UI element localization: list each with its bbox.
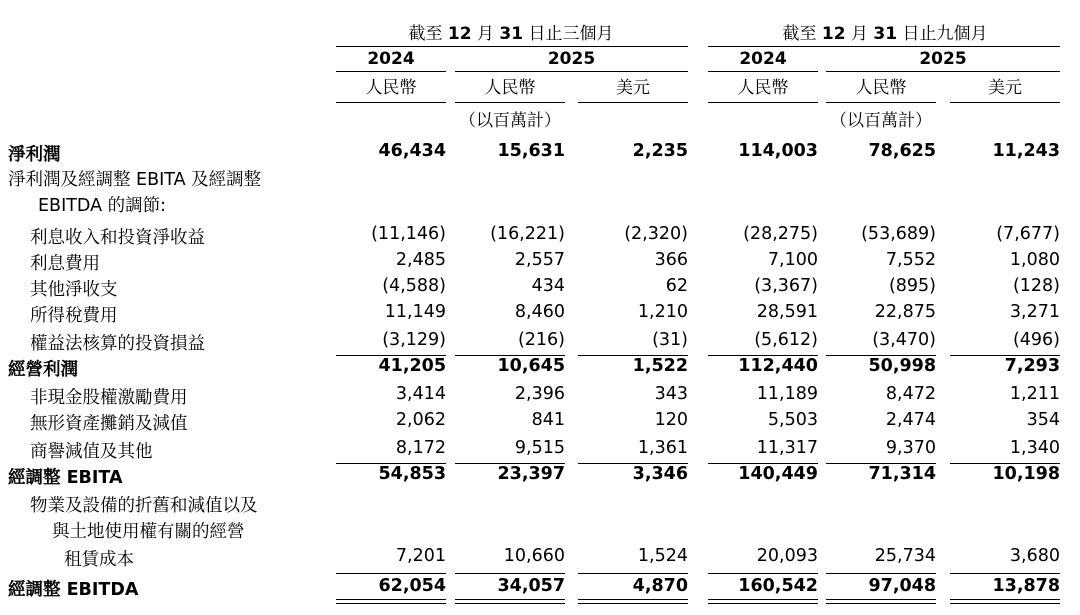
row-value: (53,689)	[861, 224, 936, 244]
row-value: 62,054	[378, 576, 446, 596]
table-row	[0, 300, 1080, 324]
year-2025-3m: 2025	[547, 49, 596, 69]
row-value: 354	[1026, 410, 1060, 430]
currency-label: 美元	[616, 78, 650, 98]
row-value: 22,875	[874, 302, 936, 322]
subtotal-rule	[455, 463, 565, 464]
table-row	[0, 462, 1080, 486]
row-label: EBITDA 的調節:	[38, 196, 167, 216]
subtotal-rule	[578, 355, 688, 356]
header-three-months: 截至 12 月 31 日止三個月	[408, 24, 614, 44]
currency-rule	[455, 102, 565, 103]
row-label: 商譽減值及其他	[30, 442, 153, 462]
row-value: 7,100	[767, 250, 818, 270]
currency-rule	[950, 102, 1060, 103]
row-value: 7,201	[395, 546, 446, 566]
table-row	[0, 408, 1080, 432]
year-rule	[336, 71, 446, 72]
row-value: 78,625	[868, 141, 936, 161]
row-value: 7,552	[885, 250, 936, 270]
row-value: 15,631	[497, 141, 565, 161]
row-value: 46,434	[378, 141, 446, 161]
row-value: 97,048	[868, 576, 936, 596]
row-value: (4,588)	[382, 276, 446, 296]
table-row	[0, 544, 1080, 568]
row-value: 3,346	[632, 464, 688, 484]
row-label: 經調整 EBITA	[8, 468, 123, 488]
year-rule	[708, 71, 818, 72]
row-label: 利息費用	[30, 254, 100, 274]
row-value: (216)	[517, 330, 565, 350]
subtotal-rule	[336, 463, 446, 464]
row-value: (5,612)	[754, 330, 818, 350]
row-value: 11,317	[756, 438, 818, 458]
total-double-rule	[950, 599, 1060, 604]
total-double-rule	[455, 599, 565, 604]
row-value: 34,057	[497, 576, 565, 596]
row-value: 2,235	[632, 141, 688, 161]
row-value: 41,205	[378, 356, 446, 376]
row-value: (11,146)	[371, 224, 446, 244]
total-double-rule	[708, 599, 818, 604]
row-value: 1,522	[632, 356, 688, 376]
header-rule	[708, 46, 1060, 47]
table-row	[0, 222, 1080, 246]
row-value: 4,870	[632, 576, 688, 596]
row-value: 20,093	[756, 546, 818, 566]
row-value: 8,460	[514, 302, 565, 322]
row-value: 1,524	[637, 546, 688, 566]
row-value: 434	[531, 276, 565, 296]
subtotal-rule	[708, 463, 818, 464]
year-2025-9m: 2025	[919, 49, 967, 69]
table-row	[0, 354, 1080, 378]
row-value: 28,591	[756, 302, 818, 322]
row-label: 利息收入和投資淨收益	[30, 228, 205, 248]
row-value: 9,515	[514, 438, 565, 458]
row-value: 13,878	[992, 576, 1060, 596]
table-row	[0, 139, 1080, 163]
subtotal-rule	[455, 573, 565, 574]
row-label: 其他淨收支	[30, 280, 118, 300]
row-value: 7,293	[1004, 356, 1060, 376]
header-rule	[336, 46, 688, 47]
row-label: 所得稅費用	[30, 306, 118, 326]
unit-label: （以百萬計）	[459, 111, 561, 131]
row-value: 54,853	[378, 464, 446, 484]
row-value: 3,414	[395, 384, 446, 404]
subtotal-rule	[826, 573, 936, 574]
table-row	[0, 574, 1080, 598]
row-value: 1,361	[637, 438, 688, 458]
row-value: 2,062	[395, 410, 446, 430]
row-value: 160,542	[738, 576, 818, 596]
table-row	[0, 164, 1080, 188]
row-label: 租賃成本	[64, 550, 134, 570]
table-row	[0, 382, 1080, 406]
table-row	[0, 436, 1080, 460]
row-value: (2,320)	[624, 224, 688, 244]
total-double-rule	[826, 599, 936, 604]
row-value: 50,998	[868, 356, 936, 376]
row-value: 23,397	[497, 464, 565, 484]
subtotal-rule	[578, 463, 688, 464]
currency-label: 人民幣	[484, 78, 536, 98]
table-row	[0, 248, 1080, 272]
currency-label: 人民幣	[737, 78, 789, 98]
row-value: 1,080	[1009, 250, 1060, 270]
row-label: 非現金股權激勵費用	[30, 388, 188, 408]
header-nine-months: 截至 12 月 31 日止九個月	[782, 24, 988, 44]
year-2024-9m: 2024	[739, 49, 787, 69]
row-value: 8,172	[395, 438, 446, 458]
row-label: 與土地使用權有關的經營	[52, 522, 245, 542]
row-value: 366	[654, 250, 688, 270]
row-value: 112,440	[738, 356, 818, 376]
row-value: 10,660	[503, 546, 565, 566]
subtotal-rule	[950, 573, 1060, 574]
total-double-rule	[578, 599, 688, 604]
row-value: 62	[665, 276, 688, 296]
row-value: 2,485	[395, 250, 446, 270]
year-rule	[455, 71, 688, 72]
row-value: 2,557	[514, 250, 565, 270]
currency-rule	[826, 102, 936, 103]
subtotal-rule	[708, 573, 818, 574]
row-value: (7,677)	[996, 224, 1060, 244]
subtotal-rule	[826, 463, 936, 464]
currency-rule	[708, 102, 818, 103]
row-value: 11,243	[992, 141, 1060, 161]
row-value: (496)	[1012, 330, 1060, 350]
row-value: (16,221)	[490, 224, 565, 244]
row-label: 經營利潤	[8, 360, 78, 380]
row-value: 1,340	[1009, 438, 1060, 458]
row-value: 2,396	[514, 384, 565, 404]
subtotal-rule	[455, 355, 565, 356]
row-label: 淨利潤	[8, 145, 61, 165]
row-value: (3,129)	[382, 330, 446, 350]
subtotal-rule	[336, 573, 446, 574]
table-row	[0, 516, 1080, 540]
row-value: 8,472	[885, 384, 936, 404]
row-value: 10,198	[992, 464, 1060, 484]
row-value: 25,734	[874, 546, 936, 566]
currency-label: 人民幣	[365, 78, 417, 98]
row-value: 11,189	[756, 384, 818, 404]
row-value: 9,370	[885, 438, 936, 458]
row-value: 3,271	[1009, 302, 1060, 322]
row-value: (3,367)	[754, 276, 818, 296]
subtotal-rule	[336, 355, 446, 356]
row-label: 權益法核算的投資損益	[30, 334, 205, 354]
row-value: 71,314	[868, 464, 936, 484]
row-value: 10,645	[497, 356, 565, 376]
subtotal-rule	[950, 463, 1060, 464]
unit-label: （以百萬計）	[830, 111, 932, 131]
row-value: 11,149	[384, 302, 446, 322]
row-value: 1,211	[1009, 384, 1060, 404]
row-value: 2,474	[885, 410, 936, 430]
row-value: (3,470)	[872, 330, 936, 350]
row-value: (31)	[652, 330, 688, 350]
subtotal-rule	[826, 355, 936, 356]
total-double-rule	[336, 599, 446, 604]
row-value: 120	[654, 410, 688, 430]
row-value: (895)	[888, 276, 936, 296]
row-value: 114,003	[738, 141, 818, 161]
row-value: (28,275)	[743, 224, 818, 244]
currency-rule	[336, 102, 446, 103]
currency-label: 美元	[988, 78, 1022, 98]
row-value: (128)	[1012, 276, 1060, 296]
subtotal-rule	[950, 355, 1060, 356]
table-row	[0, 190, 1080, 214]
year-rule	[826, 71, 1060, 72]
row-value: 3,680	[1009, 546, 1060, 566]
year-2024-3m: 2024	[367, 49, 415, 69]
row-value: 1,210	[637, 302, 688, 322]
row-label: 淨利潤及經調整 EBITA 及經調整	[8, 170, 262, 190]
subtotal-rule	[708, 355, 818, 356]
subtotal-rule	[578, 573, 688, 574]
row-value: 5,503	[767, 410, 818, 430]
row-label: 無形資產攤銷及減值	[30, 414, 188, 434]
row-value: 343	[654, 384, 688, 404]
row-value: 841	[531, 410, 565, 430]
row-value: 140,449	[738, 464, 818, 484]
currency-label: 人民幣	[855, 78, 907, 98]
table-row	[0, 490, 1080, 514]
row-label: 經調整 EBITDA	[8, 580, 139, 600]
currency-rule	[578, 102, 688, 103]
table-row	[0, 328, 1080, 352]
row-label: 物業及設備的折舊和減值以及	[30, 496, 258, 516]
table-row	[0, 274, 1080, 298]
